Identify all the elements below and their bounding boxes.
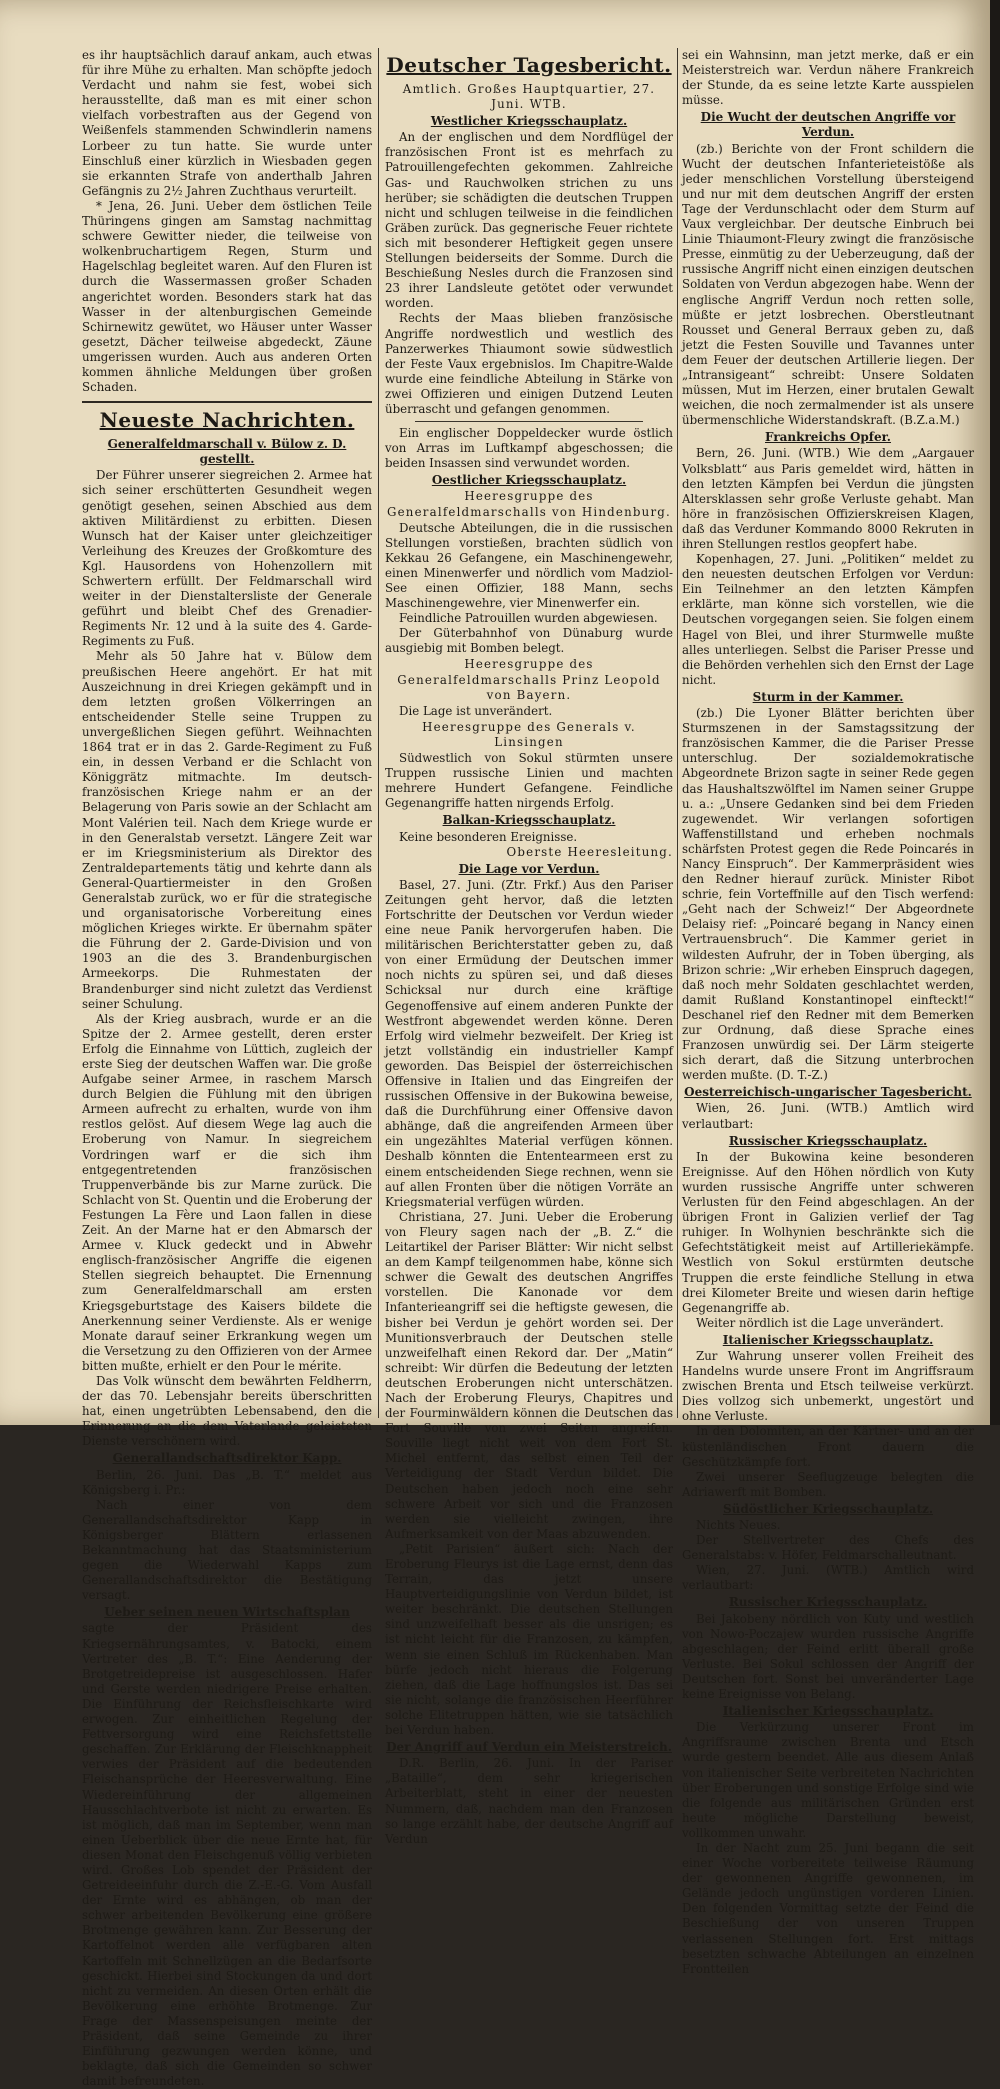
paragraph: Bern, 26. Juni. (WTB.) Wie dem „Aargauer Volksblatt“ aus Paris gemeldet wird, hätten in den letzten Kämpfen bei Verdun die jüngsten Altersklassen sehr große Verluste gehabt. Man höre in französischen Offizierskreisen Klagen, daß das Verduner Kommando 8000 Rekruten in ihren Stellungen restlos geopfert habe.: [682, 446, 974, 551]
paragraph: Weiter nördlich ist die Lage unverändert.: [696, 1315, 944, 1330]
paragraph: Ein englischer Doppeldecker wurde östlich von Arras im Luftkampf abgeschossen; die beiden Insassen sind verwundet worden.: [385, 426, 673, 471]
paragraph: Wien, 26. Juni. (WTB.) Amtlich wird verlautbart:: [682, 1101, 974, 1131]
paragraph: Kopenhagen, 27. Juni. „Politiken“ meldet zu den neuesten deutschen Erfolgen vor Verdun: Ein Teilnehmer an den letzten Kämpfen erklärte, man könne sich vorstellen, wie die Deutschen vorgegangen seien. Sie folgen einem Hagel von Blei, und ihrer Sturmwelle mußte alles unterliegen. Selbst die Pariser Presse und die Behörden verhehlen sich den Ernst der Lage nicht.: [682, 552, 974, 687]
paragraph: Die Verkürzung unserer Front im Angriffsraume zwischen Brenta und Etsch wurde gestern beendet. Alle aus diesem Anlaß von italienischer Seite verbreiteten Nachrichten über Eroberungen und sonstige Erfolge sind wie die folgende aus militärischen Gründen erst heute mögliche Darstellung beweist, vollkommen unwahr.: [682, 1720, 974, 1840]
headline-italienisch: Italienischer Kriegsschauplatz.: [722, 1332, 934, 1347]
paragraph: Christiana, 27. Juni. Ueber die Eroberung von Fleury sagen nach der „B. Z.“ die Leitartikel der Pariser Blätter: Wir nicht selbst an dem Kampf teilgenommen habe, könne sich schwer die Gewalt des deutschen Angriffes vorstellen. Die Kanonade vor dem Infanterieangriff sei die heftigste gewesen, die bisher bei Verdun je gehört worden sei. Der Munitionsverbrauch der Deutschen stelle unzweifelhaft einen Rekord dar. Der „Matin“ schreibt: Wir dürfen die Bedeutung der letzten deutschen Eroberungen nicht unterschätzen. Nach der Eroberung Fleurys, Chapitres und der Fourminwäldern können die Deutschen das Fort Souville von zwei Seiten angreifen. Souville liegt nicht weit von dem Fort St. Michel entfernt, das selbst einen Teil der Verteidigung der Stadt Verdun bildet. Die Deutschen haben jedoch noch eine sehr schwere Arbeit vor sich und die Franzosen werden sie vielleicht zwingen, ihre Aufmerksamkeit von der Maas abzuwenden.: [385, 1209, 673, 1541]
paragraph: Das Volk wünscht dem bewährten Feldherrn, der das 70. Lebensjahr bereits überschritten hat, einen ungetrübten Lebensabend, den die Erinnerung an die dem Vaterlande geleisteten Dienste verschönern wird.: [82, 1373, 372, 1449]
subheading: Heeresgruppe des Generalfeldmarschalls von Hindenburg.: [387, 489, 671, 519]
headline-kapp: Generallandschaftsdirektor Kapp.: [112, 1451, 342, 1466]
paragraph: Mehr als 50 Jahre hat v. Bülow dem preußischen Heere angehört. Er hat mit Auszeichnung in drei Kriegen gekämpft und in dem letzten großen Völkerringen an entscheidender Stelle seine Truppen zu unvergeßlichen Siegen geführt. Weihnachten 1864 trat er in das 2. Garde-Regiment zu Fuß ein, in dessen Verband er die Schlacht von Königgrätz mitmachte. Im deutsch-französischen Kriege nahm er an der Belagerung von Paris sowie an der Schlacht am Mont Valérien teil. Nach dem Kriege wurde er in den Generalstab versetzt. Längere Zeit war er im Kriegsministerium als Direktor des Zentraldepartements tätig und kehrte dann als General-Quartiermeister in den Großen Generalstab zurück, wo er für die strategische und organisatorische Vorbereitung eines möglichen Krieges wirkte. Er übernahm später die Führung der 2. Garde-Division und von 1903 an die des 3. Brandenburgischen Armeekorps. Die Ruhmestaten der Brandenburger sind nicht zuletzt das Verdienst seiner Schulung.: [82, 649, 372, 1011]
paragraph: „Petit Parisien“ äußert sich: Nach der Eroberung Fleurys ist die Lage ernst, denn das Terrain, das jetzt unsere Hauptverteidigungslinie von Verdun bildet, ist weiter beschränkt. Die deutschen Stellungen sind unzweifelhaft besser als die unsrigen; es ist nicht leicht für die Franzosen, zu kämpfen, wenn sie einen Schluß im Rückenhaben. Man bürfe jedoch nicht hieraus die Folgerung ziehen, daß die Lage hoffnungslos ist. Das sei sie nicht, solange die französischen Heerführer solche Elitetruppen hätten, wie sie tatsächlich bei Verdun haben.: [385, 1541, 673, 1738]
headline-russisch: Russischer Kriegsschauplatz.: [728, 1133, 928, 1148]
headline-ost: Oestlicher Kriegsschauplatz.: [431, 473, 627, 488]
subheading: Heeresgruppe des Generalfeldmarschalls Prinz Leopold von Bayern.: [397, 657, 661, 702]
paragraph: Berlin, 26. Juni. Das „B. T.“ meldet aus Königsberg i. Pr.:: [82, 1467, 372, 1497]
paragraph: Rechts der Maas blieben französische Angriffe nordwestlich und westlich des Panzerwerkes Thiaumont sowie südwestlich der Feste Vaux ergebnislos. Im Chapitre-Walde wurde eine feindliche Abteilung in Stärke von zwei Offizieren und einigen Dutzend Leuten überrascht und gefangen genommen.: [385, 311, 673, 416]
paragraph: Als der Krieg ausbrach, wurde er an die Spitze der 2. Armee gestellt, deren erster Erfolg die Einnahme von Lüttich, zugleich der erste Sieg der deutschen Waffen war. Die große Aufgabe seiner Armee, in raschem Marsch durch Belgien die Fühlung mit den übrigen Armeen aufrecht zu erhalten, wurde von ihm restlos gelöst. Auf diesem Wege lag auch die Eroberung von Namur. In siegreichem Vordringen warf er die sich ihm entgegentretenden französischen Truppenverbände bis zur Marne zurück. Die Schlacht von St. Quentin und die Eroberung der Festungen La Fère und Laon fallen in diese Zeit. An der Marne hat er den Abmarsch der Armee v. Kluck gedeckt und in Abwehr englisch-französischer Angriffe die eigenen Stellen siegreich behauptet. Die Ernennung zum Generalfeldmarschall am ersten Kriegsgeburtstage des Kaisers bildete die Anerkennung seiner Verdienste. Als er wenige Monate darauf seiner Erkrankung wegen um die Versetzung zu den Offizieren von der Armee bitten mußte, erhielt er den Pour le mérite.: [82, 1011, 372, 1373]
column-rule: [378, 48, 379, 1418]
headline-west: Westlicher Kriegsschauplatz.: [430, 114, 628, 129]
column-2: [385, 48, 673, 1846]
paragraph: Der Güterbahnhof von Dünaburg wurde ausgiebig mit Bomben belegt.: [385, 626, 673, 656]
news-jena: * Jena, 26. Juni. Ueber dem östlichen Teile Thüringens gingen am Samstag nachmittag schwere Gewitter nieder, die teilweise von wolkenbruchartigem Regen, Sturm und Hagelschlag begleitet waren. Auf den Fluren ist durch die Wassermassen großer Schaden angerichtet worden. Besonders stark hat das Wasser in der altenburgischen Gemeinde Schirnewitz gewütet, wo Häuser unter Wasser gesetzt, Dächer teilweise abgedeckt, Zäune umgerissen wurden. Auch aus anderen Orten kommen ähnliche Meldungen über großen Schaden.: [82, 198, 372, 395]
section-divider: [82, 401, 372, 403]
paragraph: (zb.) Berichte von der Front schildern die Wucht der deutschen Infanterieteistöße als jeder menschlichen Vorstellung übersteigend und nur mit dem deutschen Angriff der ersten Tage der Verdunschlacht oder dem Sturm auf Vaux vergleichbar. Der deutsche Einbruch bei Linie Thiaumont-Fleury zwingt die französische Presse, einmütig zu der Ueberzeugung, daß der russische Angriff nicht einen einzigen deutschen Soldaten von Verdun abgezogen habe. Wenn der englische Angriff Verdun noch retten solle, müßte er jetzt losbrechen. Oberstleutnant Rousset und General Berraux geben zu, daß jetzt die Festen Souville und Tavannes unter dem Feuer der deutschen Artillerie liegen. Der „Intransigeant“ schreibt: Unsere Soldaten müssen, Mut im Herzen, einer brutalen Gewalt weichen, die noch zermalmender ist als unsere übermenschliche Widerstandskraft. (B.Z.a.M.): [682, 141, 974, 428]
paragraph: D.R. Berlin, 26. Juni. In der Pariser „Bataille“, dem sehr kriegerischen Arbeiterblatt, steht in einer der neuesten Nummern, daß, nachdem man den Franzosen so lange erzählt habe, der deutsche Angriff auf Verdun: [385, 1756, 673, 1846]
short-rule: [415, 421, 643, 422]
paragraph: Keine besonderen Ereignisse.: [399, 829, 578, 844]
paragraph: Der Stellvertreter des Chefs des Generalstabs: v. Höfer, Feldmarschalleutnant.: [682, 1533, 974, 1563]
section-heading-tagesbericht: Deutscher Tagesbericht.: [386, 53, 672, 77]
headline-lage-verdun: Die Lage vor Verdun.: [458, 861, 600, 876]
headline-russisch-2: Russischer Kriegsschauplatz.: [728, 1595, 928, 1610]
headline-opfer: Frankreichs Opfer.: [765, 430, 891, 445]
paragraph: Der Führer unserer siegreichen 2. Armee hat sich seiner erschütterten Gesundheit wegen genötigt gesehen, seinen Abschied aus dem aktiven Militärdienst zu erbitten. Diesen Wunsch hat der Kaiser unter gleichzeitiger Verleihung des Kreuzes der Großkomture des Kgl. Hausordens von Hohenzollern mit Schwertern erfüllt. Der Feldmarschall wird weiter in der Dienstaltersliste der Generale geführt und bleibt Chef des Grenadier-Regiments Nr. 12 und à la suite des 4. Garde-Regiments zu Fuß.: [82, 468, 372, 649]
dateline: Amtlich. Großes Hauptquartier, 27. Juni. WTB.: [402, 82, 656, 112]
paragraph: Südwestlich von Sokul stürmten unsere Truppen russische Linien und machten mehrere Hundert Gefangene. Feindliche Gegenangriffe hatten nirgends Erfolg.: [385, 751, 673, 811]
headline-wucht: Die Wucht der deutschen Angriffe vor Verdun.: [700, 110, 956, 140]
headline-oesterreich: Oesterreichisch-ungarischer Tagesbericht.: [684, 1085, 972, 1100]
paragraph: Nach einer von dem Generallandschaftsdirektor Kapp in Königsberger Blättern erlassenen Bekanntmachung hat das Staatsministerium gegen die Wiederwahl Kapps zum Generallandschaftsdirektor die Bestätigung versagt.: [82, 1497, 372, 1603]
paragraph: Nichts Neues.: [696, 1518, 781, 1532]
headline-meisterstreich: Der Angriff auf Verdun ein Meisterstreich.: [386, 1740, 672, 1755]
paragraph: In der Nacht zum 25. Juni begann die seit einer Woche vorbereitete teilweise Räumung der gewonnenen Angriffe gewonnenen, im Gelände jedoch ungünstigen vorderen Linien. Den folgenden Vormittag setzte der Feind die Beschießung der von unseren Truppen verlassenen Stellungen fort. Erst mittags besetzten schwache Abteilungen an einzelnen Frontteilen: [682, 1840, 974, 1976]
column-3: [682, 48, 974, 1976]
paragraph: Deutsche Abteilungen, die in die russischen Stellungen vorstießen, brachten südlich von Kekkau 26 Gefangene, ein Maschinengewehr, einen Minenwerfer und nördlich vom Madziol-See einen Offizier, 188 Mann, sechs Maschinengewehre, vier Minenwerfer ein.: [385, 520, 673, 611]
headline-suedoestlich: Südöstlicher Kriegsschauplatz.: [722, 1501, 933, 1516]
paragraph: An der englischen und dem Nordflügel der französischen Front ist es mehrfach zu Patrouillengefechten gekommen. Zahlreiche Gas- und Rauchwolken strichen zu uns herüber; sie schädigten die deutschen Truppen nicht und schlugen teilweise in die feindlichen Gräben zurück. Das gegnerische Feuer richtete sich mit besonderer Heftigkeit gegen unsere Stellungen beiderseits der Somme. Durch die Beschießung Nesles durch die Franzosen sind 23 ihrer Landsleute getötet oder verwundet worden.: [385, 130, 673, 311]
headline-balkan: Balkan-Kriegsschauplatz.: [442, 813, 616, 828]
column-1: [82, 48, 372, 2089]
paragraph: Zur Wahrung unserer vollen Freiheit des Handelns wurde unsere Front im Angriffsraum zwischen Brenta und Etsch teilweise verkürzt. Dies vollzog sich unbemerkt, ungestört und ohne Verluste.: [682, 1348, 974, 1424]
headline-wirtschaftsplan: Ueber seinen neuen Wirtschaftsplan: [104, 1605, 350, 1620]
book-gutter: [990, 0, 1000, 1425]
paragraph: In der Bukowina keine besonderen Ereignisse. Auf den Höhen nördlich von Kuty wurden russische Angriffe unter schweren Verlusten für den Feind abgeschlagen. An der übrigen Front in Galizien verlief der Tag ruhiger. In Wolhynien beschränkte sich die Gefechtstätigkeit meist auf Artilleriekämpfe. Westlich von Sokul erstürmten deutsche Truppen die erste feindliche Stellung in etwa drei Kilometer Breite und wiesen darin heftige Gegenangriffe ab.: [682, 1149, 974, 1315]
paragraph: In den Dolomiten, an der Kärtner- und an der küstenländischen Front dauern die Geschützkämpfe fort.: [682, 1424, 974, 1469]
paragraph: Die Lage ist unverändert.: [399, 703, 553, 718]
signature: Oberste Heeresleitung.: [506, 844, 673, 859]
section-heading-news: Neueste Nachrichten.: [99, 408, 355, 433]
paragraph: sagte der Präsident des Kriegsernährungsamtes, v. Batocki, einem Vertreter des „B. T.“: Eine Aenderung der Brotgetreidepreise ist ausgeschlossen. Hafer und Gerste werden niedrigere Preise erhalten. Die Einführung der Reichsfleischkarte wird erwogen. Zur einheitlichen Regelung der Fettversorgung wird eine Reichsfettstelle geschaffen. Zur Erklärung der Fleischknappheit verwies der Präsident auf die bedeutenden Fleischansprüche der Heeresverwaltung. Eine Wiedereinführung der allgemeinen Hausschlachtverbote ist nicht zu erwarten. Es ist möglich, daß man im September, wenn man einen Ueberblick über die neue Ernte hat, für diesen Monat den Fleischgenuß völlig verbieten wird. Großes Lob spendet der Präsident der Getreideeinfuhr durch die Z.-E.-G. Vom Ausfall der Ernte wird es abhängen, ob man der schwer arbeitenden Bevölkerung eine größere Brotmenge gewähren kann. Zur Besserung der Kartoffelnot werden alle verfügbaren alten Kartoffeln mit Schnellzügen an die Bedarfsorte geschickt. Hierbei sind Stockungen da und dort nicht zu vermeiden. An diesen Orten erhält die Bevölkerung eine erhöhte Brotmenge. Zur Frage der Massenspeisungen meinte der Präsident, daß seine Gemeinde zu ihrer Einführung gezwungen werden könne, und beklagte, daß sich die Gemeinden so schwer damit befreundeten.: [82, 1621, 372, 2089]
article-continuation: es ihr hauptsächlich darauf ankam, auch etwas für ihre Mühe zu erhalten. Man schöpfte jedoch Verdacht und nahm sie fest, wobei sich herausstellte, daß man es mit einer schon vielfach vorbestraften aus der Gegend von Weißenfels stammenden Schwindlerin namens Lorbeer zu tun hatte. Sie wurde unter Einschluß einer kürzlich in Wiesbaden gegen sie erkannten Strafe von anderthalb Jahren Gefängnis zu 2½ Jahren Zuchthaus verurteilt.: [82, 48, 372, 198]
column-rule: [677, 48, 678, 1418]
paragraph: Wien, 27. Juni. (WTB.) Amtlich wird verlautbart:: [682, 1563, 974, 1593]
headline-sturm: Sturm in der Kammer.: [752, 689, 904, 704]
paragraph: Basel, 27. Juni. (Ztr. Frkf.) Aus den Pariser Zeitungen geht hervor, daß die letzten Fortschritte der Deutschen vor Verdun wieder eine neue Panik hervorgerufen haben. Die militärischen Berichterstatter geben zu, daß von einer Ermüdung der Deutschen immer noch nichts zu spüren sei, und daß dieses Schicksal nur durch eine kräftige Gegenoffensive auf einem anderen Punkte der Westfront abgewendet werden könne. Deren Erfolg wird vielmehr bezweifelt. Der Krieg ist jetzt vollständig ein industrieller Kampf geworden. Das Beispiel der österreichischen Offensive in Italien und das Eingreifen der russischen Offensive in der Bukowina beweise, daß die Durchführung einer Offensive davon abhänge, daß die angreifenden Armeen über ein ungezähltes Material verfügen können. Deshalb könnten die Ententearmeen erst zu einem entscheidenden Siege rechnen, wenn sie auf allen Fronten über die nötigen Vorräte an Kriegsmaterial verfügen würden.: [385, 877, 673, 1209]
paragraph: (zb.) Die Lyoner Blätter berichten über Sturmszenen in der Samstagssitzung der französischen Kammer, die die Pariser Presse unterschlug. Der sozialdemokratische Abgeordnete Brizon sagte in seiner Rede gegen das Haushaltszwölftel im Namen seiner Gruppe u. a.: „Unsere Gedanken sind bei dem Frieden zugewendet. Wir verlangen sofortigen Waffenstillstand und erheben nochmals schärfsten Protest gegen die Rede Poincarés in Nancy Einspruch“. Der Kammerpräsident wies den Redner hierauf zurück. Minister Ribot schrie, fein Vorteffnille auf den Tisch werfend: „Geht nach der Schweiz!“ Der Abgeordnete Delaisy rief: „Poincaré begang in Nancy einen Vertrauensbruch“. Die Kammer geriet in wildesten Aufruhr, der in Toben überging, als Brizon schrie: „Wir erheben Einspruch dagegen, daß noch mehr Soldaten geschlachtet werden, damit Rußland Konstantinopel einfteckt!“ Deschanel rief den Redner mit dem Bemerken zur Ordnung, daß diese Sprache eines Franzosen unwürdig sei. Der Lärm steigerte sich derart, daß die Sitzung unterbrochen werden mußte. (D. T.-Z.): [682, 706, 974, 1083]
headline-buelow: Generalfeldmarschall v. Bülow z. D. gestellt.: [107, 437, 347, 467]
subheading: Heeresgruppe des Generals v. Linsingen: [422, 719, 636, 749]
paragraph: sei ein Wahnsinn, man jetzt merke, daß er ein Meisterstreich war. Verdun nähere Frankreich der Stunde, da es seine letzte Karte ausspielen müsse.: [682, 48, 974, 108]
paragraph: Feindliche Patrouillen wurden abgewiesen.: [399, 611, 658, 626]
headline-italienisch-2: Italienischer Kriegsschauplatz.: [722, 1704, 934, 1719]
paragraph: Zwei unserer Seeflugzeuge belegten die Adriawerft mit Bomben.: [682, 1469, 974, 1499]
paragraph: Bei Jakobeny nördlich von Kuty und westlich von Nowo-Poczajew wurden russische Angriffe abgeschlagen; der Feind erlitt überall große Verluste. Bei Sokul schlossen der Angriff der Deutschen fort. Sonst bei unveränderter Lage keine Ereignisse von Belang.: [682, 1611, 974, 1702]
